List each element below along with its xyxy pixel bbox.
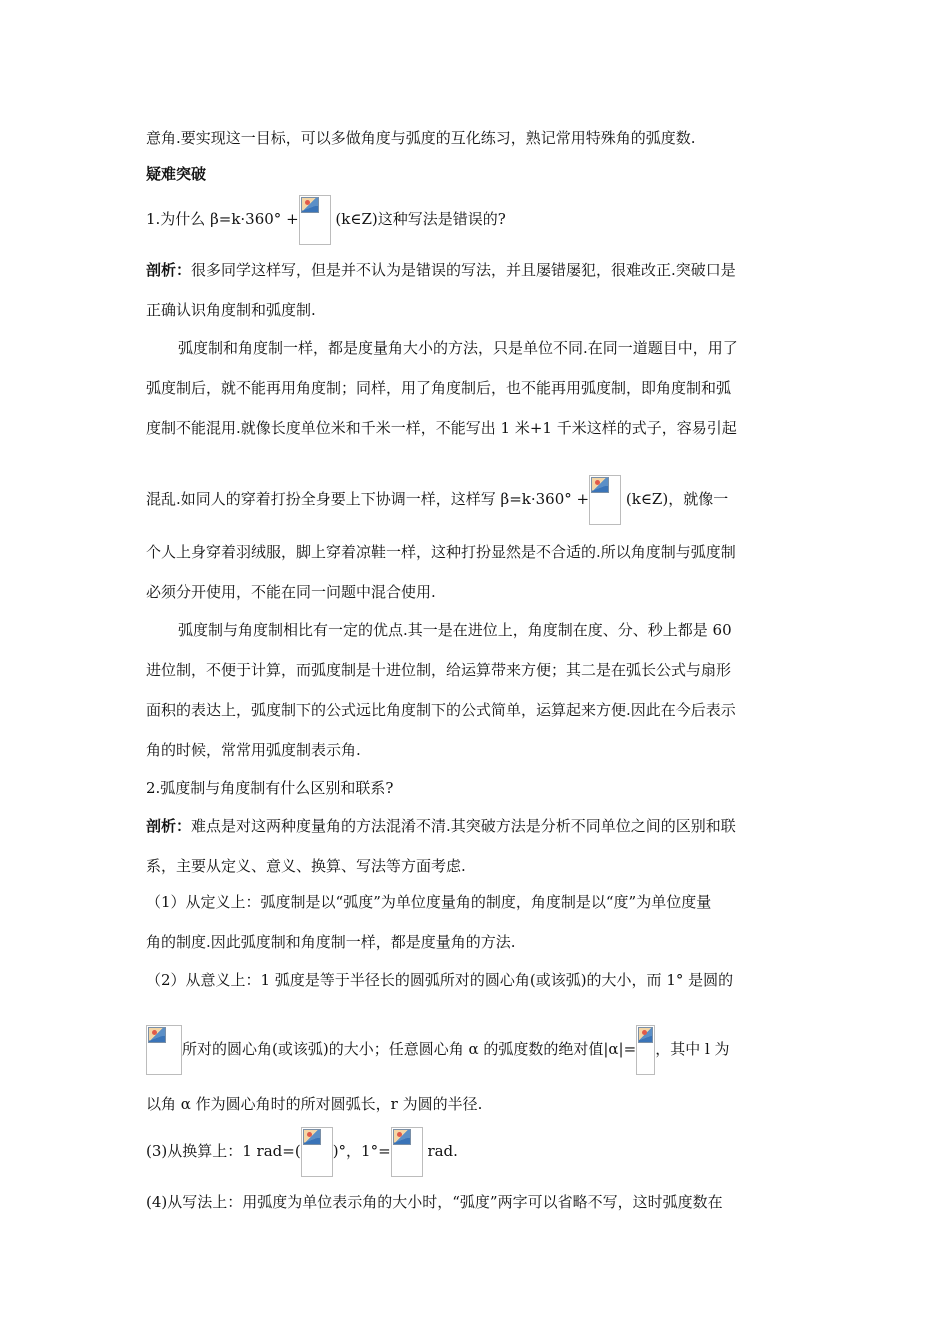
analysis-label: 剖析： <box>146 261 192 279</box>
paragraph-line-with-formula <box>146 474 728 524</box>
analysis-1 <box>146 260 736 280</box>
paragraph-line: 角的制度.因此弧度制和角度制一样，都是度量角的方法. <box>146 933 516 951</box>
question-1-text-b: (k∈Z)这种写法是错误的? <box>330 210 506 228</box>
formula-image-icon <box>146 1025 182 1075</box>
point-2: （2）从意义上：1 弧度是等于半径长的圆弧所对的圆心角(或该弧)的大小，而 1° 是圆的 <box>146 971 734 989</box>
paragraph-line: 以角 α 作为圆心角时的所对圆弧长，r 为圆的半径. <box>146 1095 483 1113</box>
point-4: (4)从写法上：用弧度为单位表示角的大小时，“弧度”两字可以省略不写，这时弧度数在 <box>146 1193 723 1211</box>
paragraph-line: 弧度制后，就不能再用角度制；同样，用了角度制后，也不能再用弧度制，即角度制和弧 <box>146 379 732 397</box>
paragraph-line: 进位制，不便于计算，而弧度制是十进位制，给运算带来方便；其二是在弧长公式与扇形 <box>146 661 732 679</box>
section-heading: 疑难突破 <box>146 165 207 183</box>
formula-image-icon <box>636 1025 655 1075</box>
point-3-text-c: rad. <box>422 1142 458 1160</box>
paragraph-line: 度制不能混用.就像长度单位米和千米一样，不能写出 1 米+1 千米这样的式子，容易引起 <box>146 419 737 437</box>
analysis-label: 剖析： <box>146 817 192 835</box>
analysis-2 <box>146 816 736 836</box>
formula-image-icon <box>299 195 331 245</box>
point-3-text-b: )°，1°= <box>332 1142 391 1160</box>
paragraph-line: 面积的表达上，弧度制下的公式远比角度制下的公式简单，运算起来方便.因此在今后表示 <box>146 701 736 719</box>
paragraph-line: 必须分开使用，不能在同一问题中混合使用. <box>146 583 436 601</box>
paragraph-line: 系，主要从定义、意义、换算、写法等方面考虑. <box>146 857 466 875</box>
paragraph-line: 弧度制与角度制相比有一定的优点.其一是在进位上，角度制在度、分、秒上都是 60 <box>178 621 732 639</box>
paragraph-text-b: (k∈Z)，就像一 <box>621 490 729 508</box>
paragraph-text-a: 所对的圆心角(或该弧)的大小；任意圆心角 α 的弧度数的绝对值|α|= <box>182 1040 637 1058</box>
paragraph-text-a: 混乱.如同人的穿着打扮全身要上下协调一样，这样写 β=k·360° + <box>146 490 590 508</box>
paragraph-line: 个人上身穿着羽绒服，脚上穿着凉鞋一样，这种打扮显然是不合适的.所以角度制与弧度制 <box>146 543 736 561</box>
analysis-text: 难点是对这两种度量角的方法混淆不清.其突破方法是分析不同单位之间的区别和联 <box>191 817 736 835</box>
formula-image-icon <box>391 1127 423 1177</box>
point-1: （1）从定义上：弧度制是以“弧度”为单位度量角的制度，角度制是以“度”为单位度量 <box>146 893 712 911</box>
point-3-text-a: (3)从换算上：1 rad=( <box>146 1142 301 1160</box>
question-2: 2.弧度制与角度制有什么区别和联系? <box>146 779 394 797</box>
paragraph-line: 角的时候，常常用弧度制表示角. <box>146 741 361 759</box>
paragraph-line-with-formula <box>146 1024 730 1074</box>
question-1 <box>146 194 506 244</box>
point-3 <box>146 1126 458 1176</box>
paragraph-line: 正确认识角度制和弧度制. <box>146 301 316 319</box>
analysis-text: 很多同学这样写，但是并不认为是错误的写法，并且屡错屡犯，很难改正.突破口是 <box>191 261 736 279</box>
paragraph-line: 意角.要实现这一目标，可以多做角度与弧度的互化练习，熟记常用特殊角的弧度数. <box>146 129 696 147</box>
paragraph-line: 弧度制和角度制一样，都是度量角大小的方法，只是单位不同.在同一道题目中，用了 <box>178 339 738 357</box>
formula-image-icon <box>589 475 621 525</box>
paragraph-text-b: ，其中 l 为 <box>655 1040 730 1058</box>
question-1-text-a: 1.为什么 β=k·360° + <box>146 210 299 228</box>
formula-image-icon <box>301 1127 333 1177</box>
